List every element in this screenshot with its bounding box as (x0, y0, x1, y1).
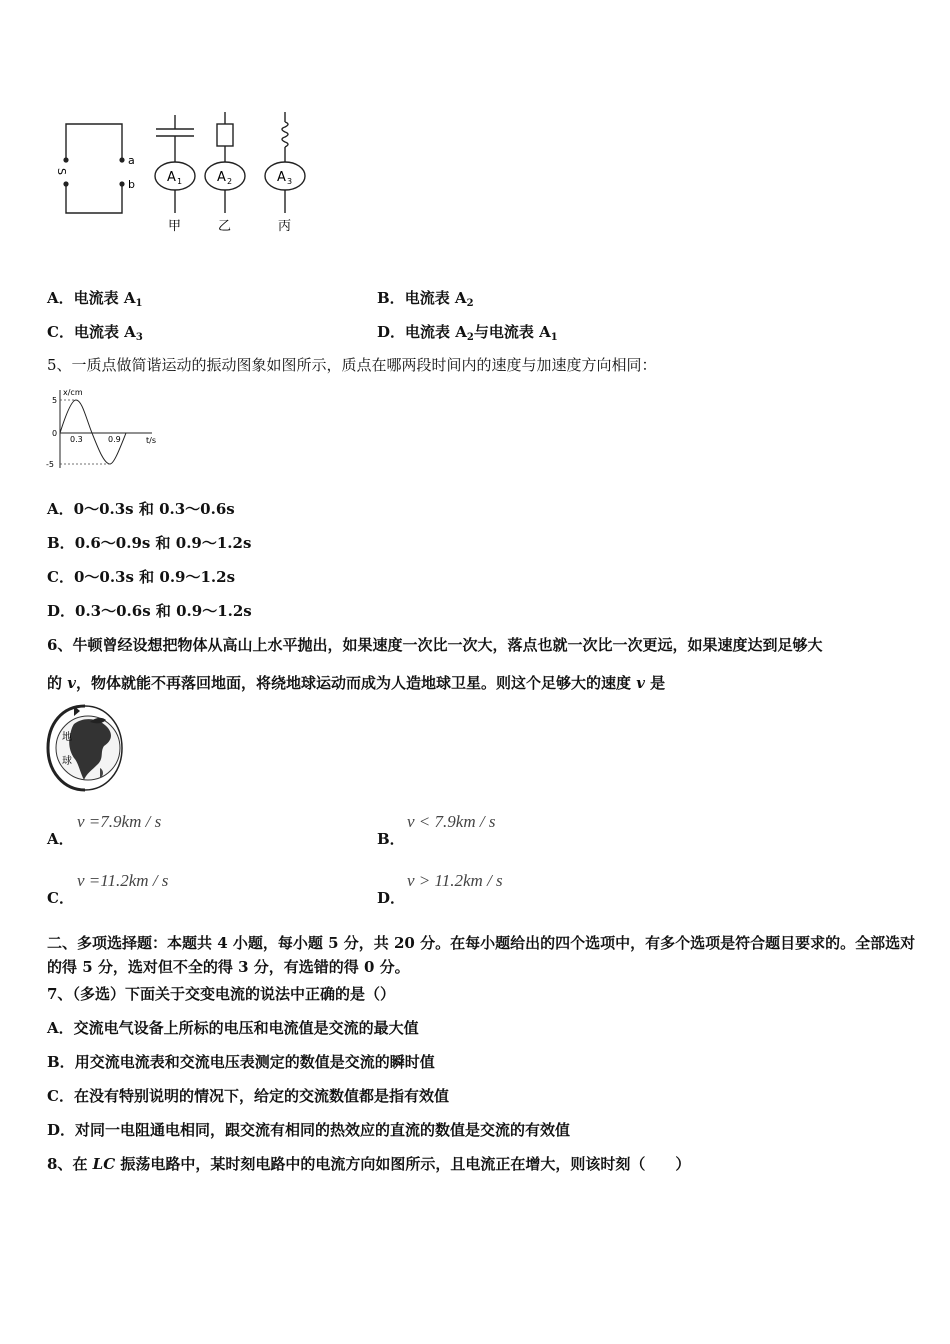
earth-orbit-figure (44, 702, 126, 794)
section-2-heading: 二、多项选择题：本题共 4 小题，每小题 5 分，共 20 分。在每小题给出的四个选项中，有多个选项是符合题目要求的。全部选对的得 5 分，选对但不全的得 3 分，有选错的得 0 分。 (47, 934, 916, 976)
q6-stem-line2: 的 v，物体就能不再落回地面，将绕地球运动而成为人造地球卫星。则这个足够大的速度 v 是 (47, 674, 666, 692)
q7-option-a: A．交流电气设备上所标的电压和电流值是交流的最大值 (47, 1019, 419, 1037)
earth-label-top: 地 (62, 732, 72, 743)
q4-option-b: B．电流表 $A_2$ (377, 289, 474, 309)
q5-stem: 5、一质点做简谐运动的振动图象如图所示，质点在哪两段时间内的速度与加速度方向相同： (47, 356, 657, 374)
q4-option-a: A．电流表 $A_1$ (47, 289, 143, 309)
q5-option-c: C．0～0.3s 和 0.9～1.2s (47, 568, 236, 586)
terminal-b-label: b (128, 178, 135, 191)
q6-stem-line1: 6、牛顿曾经设想把物体从高山上水平抛出，如果速度一次比一次大，落点也就一次比一次更远，如果速度达到足够大 (47, 636, 823, 654)
graph-x-label: t/s (146, 436, 156, 445)
ammeter-3-sub: 3 (287, 177, 293, 186)
q6-option-c-formula: v =11.2km / s (77, 871, 169, 890)
q5-option-a: A．0～0.3s 和 0.3～0.6s (47, 500, 235, 518)
q6-option-b-label: B． (377, 830, 405, 848)
graph-y-max-tick: 5 (52, 396, 58, 405)
graph-y-label: x/cm (63, 388, 83, 397)
q6-option-b-formula: v < 7.9km / s (407, 812, 496, 831)
q7-option-d: D．对同一电阻通电相同，跟交流有相同的热效应的直流的数值是交流的有效值 (47, 1121, 571, 1139)
q6-option-c-label: C． (47, 889, 74, 907)
graph-tick-1: 0.3 (70, 435, 83, 444)
q6-option-a-label: A． (47, 830, 74, 848)
ammeter-1-sub: 1 (177, 177, 183, 186)
ammeter-2-letter: A (217, 170, 226, 185)
q8-stem: 8、在 LC 振荡电路中，某时刻电路中的电流方向如图所示，且电流正在增大，则该时刻（ ） (47, 1155, 691, 1173)
earth-label-bottom: 球 (62, 756, 72, 767)
branch-caption-1: 甲 (168, 219, 182, 234)
ammeter-1-letter: A (167, 170, 176, 185)
circuit-figure (50, 110, 320, 240)
graph-y-min-tick: -5 (46, 460, 54, 469)
graph-tick-2: 0.9 (108, 435, 121, 444)
terminal-a-label: a (128, 154, 135, 167)
q5-option-d: D．0.3～0.6s 和 0.9～1.2s (47, 602, 252, 620)
q6-option-a-formula: v =7.9km / s (77, 812, 162, 831)
q7-option-b: B．用交流电流表和交流电压表测定的数值是交流的瞬时值 (47, 1053, 435, 1071)
q4-option-c: C．电流表 $A_3$ (47, 323, 143, 343)
switch-label: S (55, 168, 68, 175)
graph-origin: 0 (52, 429, 58, 438)
q7-option-c: C．在没有特别说明的情况下，给定的交流数值都是指有效值 (47, 1087, 449, 1105)
ammeter-3-letter: A (277, 170, 286, 185)
oscillation-graph (44, 384, 164, 474)
branch-caption-2: 乙 (218, 219, 232, 234)
branch-caption-3: 丙 (278, 219, 292, 234)
ammeter-2-sub: 2 (227, 177, 233, 186)
q6-option-d-label: D． (377, 889, 406, 907)
q6-option-d-formula: v > 11.2km / s (407, 871, 503, 890)
q7-stem: 7、（多选）下面关于交变电流的说法中正确的是（） (47, 985, 395, 1003)
q5-option-b: B．0.6～0.9s 和 0.9～1.2s (47, 534, 252, 552)
q4-option-d: D．电流表 $A_2$与电流表 $A_1$ (377, 323, 558, 343)
